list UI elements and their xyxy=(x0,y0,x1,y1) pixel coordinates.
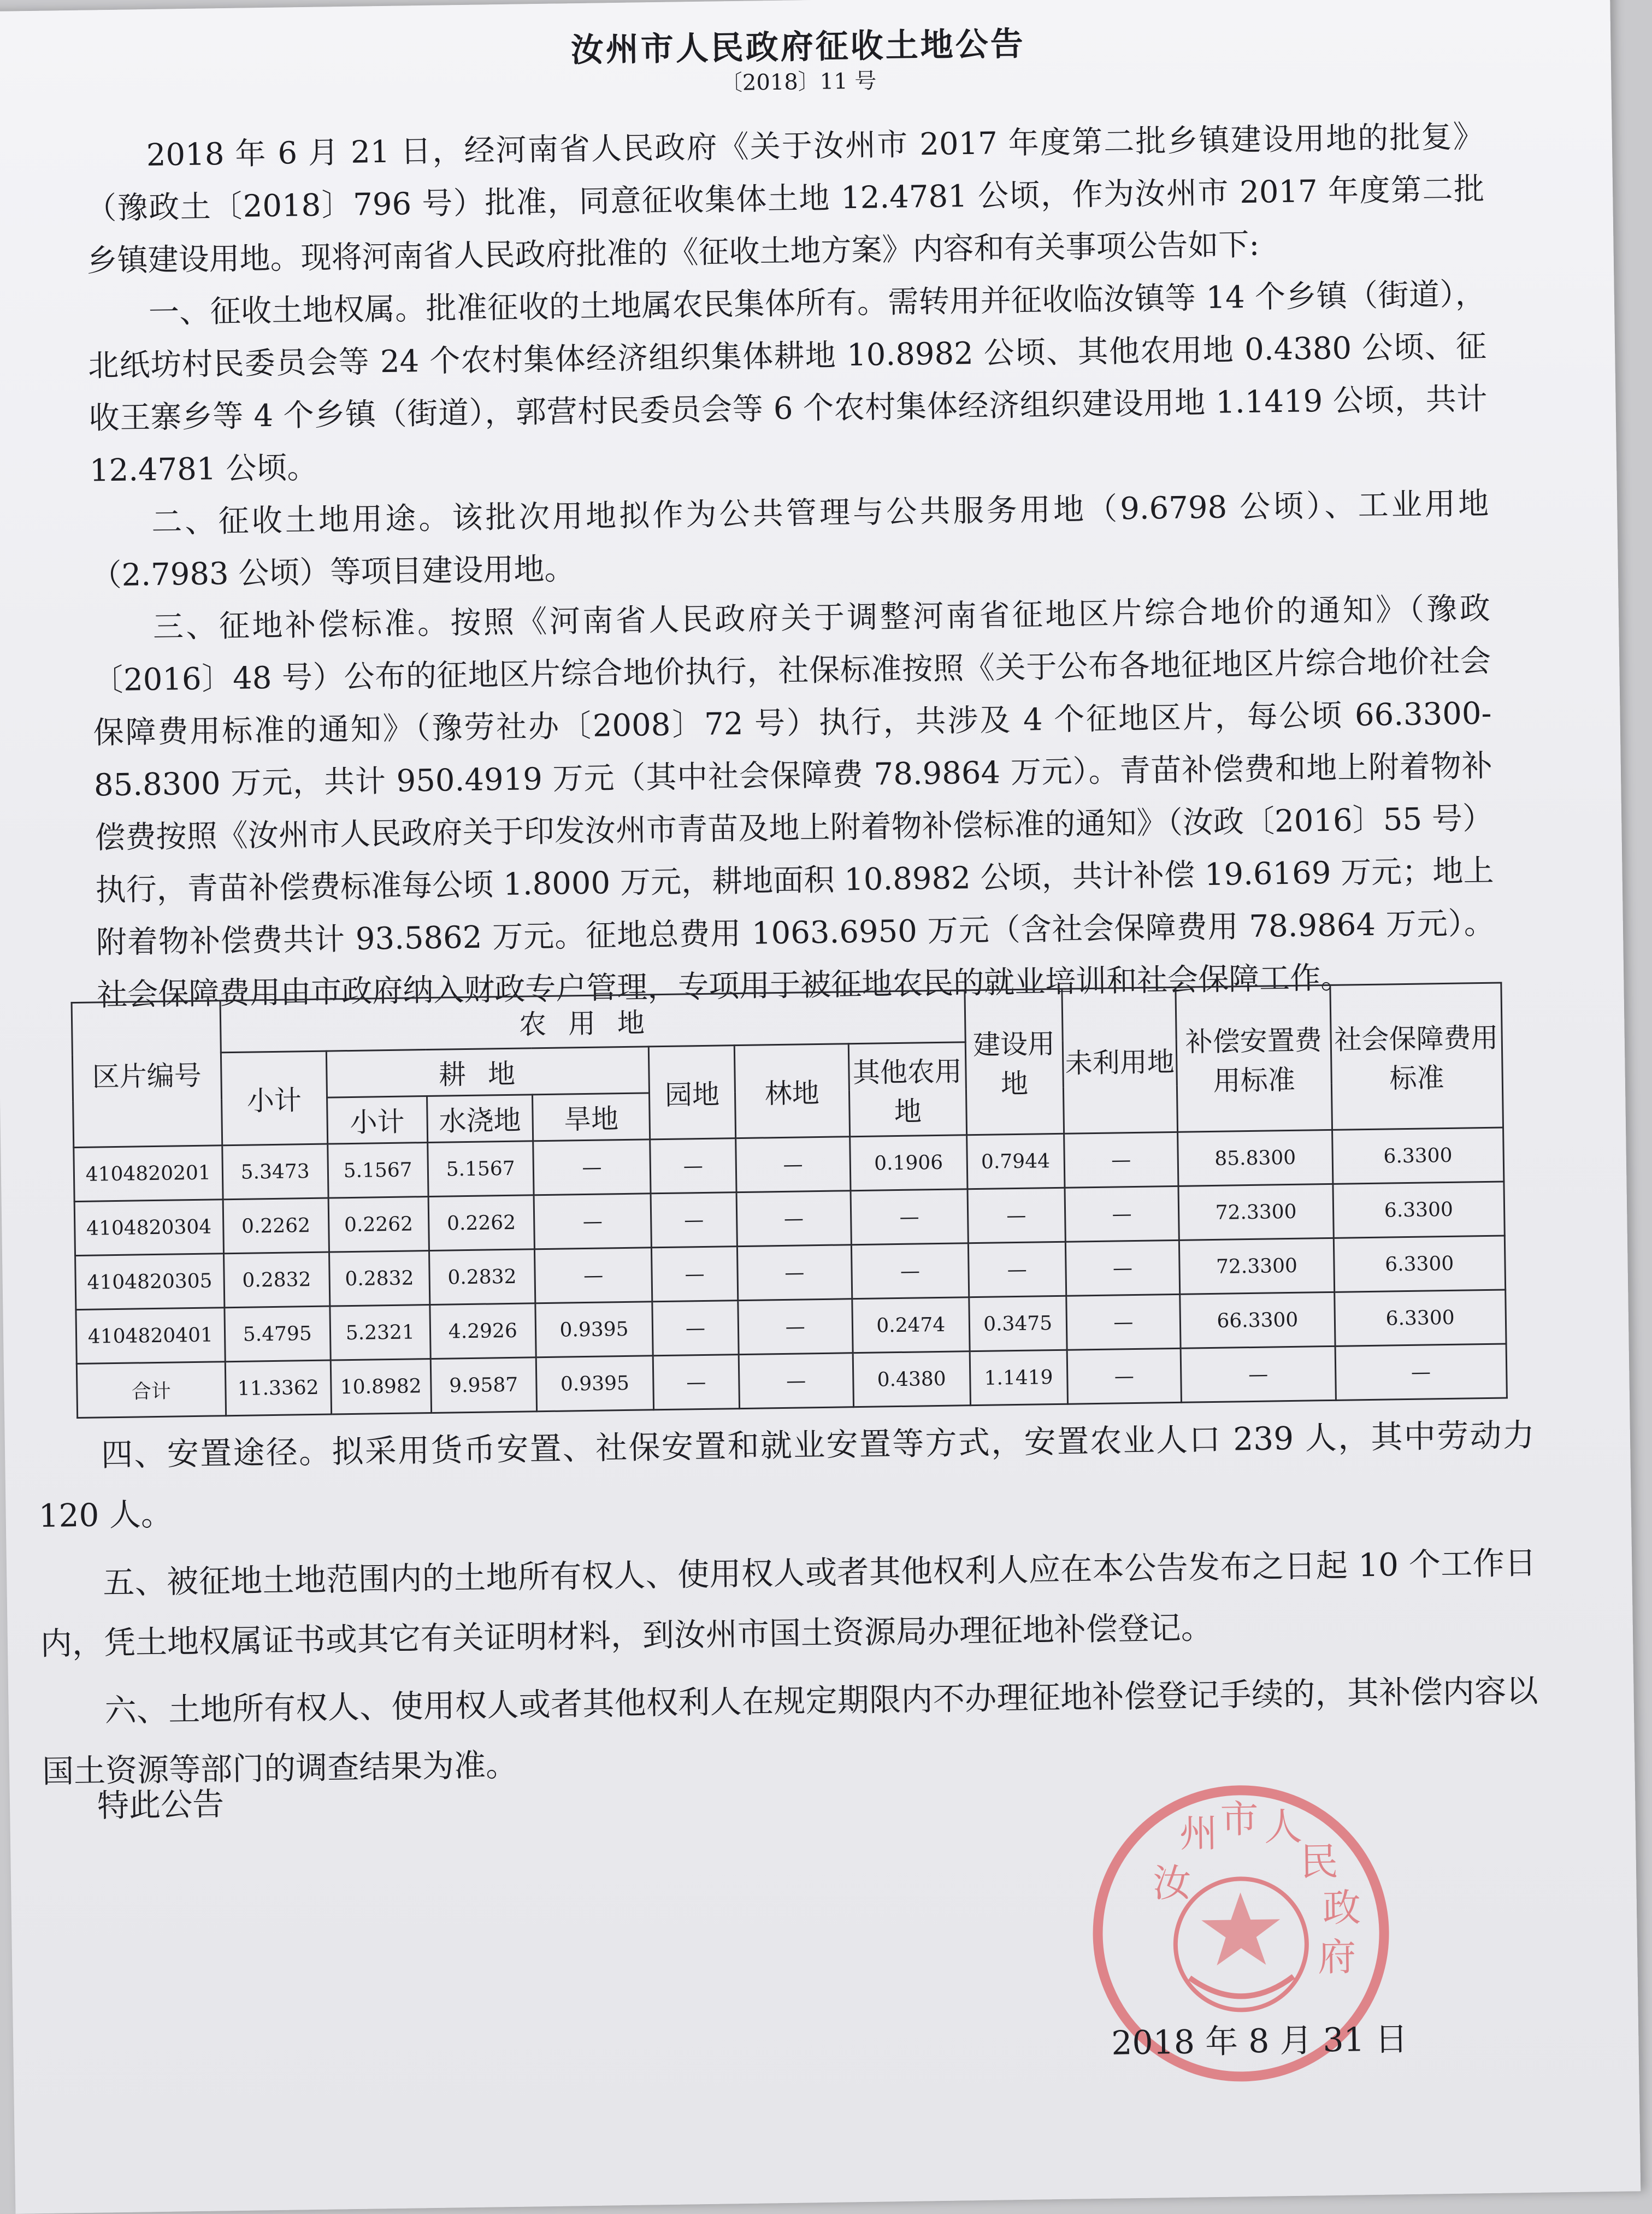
header-social-security-standard: 社会保障费用标准 xyxy=(1330,983,1503,1130)
table-cell: — xyxy=(739,1353,853,1409)
table-cell: 0.2832 xyxy=(329,1251,429,1307)
table-cell: — xyxy=(1181,1346,1336,1402)
paragraph-registration: 五、被征地土地范围内的土地所有权人、使用权人或者其他权利人应在本公告发布之日起 10 个工作日内，凭土地权属证书或其它有关证明材料，到汝州市国土资源局办理征地补偿登记。 xyxy=(40,1544,1537,1663)
svg-text:人: 人 xyxy=(1264,1804,1303,1850)
table-cell: 0.2832 xyxy=(429,1249,535,1305)
table-cell: 10.8982 xyxy=(331,1359,431,1414)
table-cell-zone-id: 4104820401 xyxy=(76,1308,225,1364)
closing-notice: 特此公告 xyxy=(97,1785,225,1825)
table-cell: — xyxy=(1064,1186,1179,1242)
header-garden-land: 园地 xyxy=(648,1046,735,1140)
table-cell: 5.1567 xyxy=(427,1141,534,1197)
table-cell: 72.3300 xyxy=(1179,1238,1334,1294)
table-cell: — xyxy=(1066,1294,1181,1350)
header-agricultural-land: 农用地 xyxy=(220,990,965,1053)
table-cell: 66.3300 xyxy=(1180,1292,1335,1348)
table-cell: — xyxy=(1064,1132,1178,1188)
table-cell-zone-id: 4104820305 xyxy=(75,1254,225,1310)
table-cell: — xyxy=(533,1140,651,1195)
table-cell: 6.3300 xyxy=(1334,1236,1506,1292)
paragraph-compensation: 三、征地补偿标准。按照《河南省人民政府关于调整河南省征地区片综合地价的通知》（豫政〔2016〕48 号）公布的征地区片综合地价执行，社保标准按照《关于公布各地征地区片综合地价社会保障费用标准的通知》（豫劳社办〔2008〕72 号）执行，共涉及 4 个征地区片，每公顷 66.3300-85.8300 万元，共计 950.4919 万元（其中社会保障费 78.9864 万元）。青苗补偿费和地上附着物补偿费按照《汝州市人民政府关于印发汝州市青苗及地上附着物补偿标准的通知》（汝政〔2016〕55 号）执行，青苗补偿费标准每公顷 1.8000 万元，耕地面积 10.8982 公顷，共计补偿 19.6169 万元；地上附着物补偿费共计 93.5862 万元。征地总费用 1063.6950 万元（含社会保障费用 78.9864 万元）。社会保障费用由市政府纳入财政专户管理，专项用于被征地农民的就业培训和社会保障工作。 xyxy=(92,591,1495,1013)
table-cell: 0.3475 xyxy=(969,1296,1067,1351)
table-cell: — xyxy=(735,1137,850,1192)
table-cell: 0.4380 xyxy=(853,1351,971,1407)
header-irrigated-land: 水浇地 xyxy=(427,1095,533,1143)
table-cell: 6.3300 xyxy=(1334,1290,1506,1346)
table-cell: — xyxy=(650,1138,736,1194)
table-cell: — xyxy=(534,1194,652,1249)
table-cell: — xyxy=(738,1299,853,1355)
document-date: 2018 年 8 月 31 日 xyxy=(1111,2020,1408,2063)
table-cell: 0.1906 xyxy=(849,1135,967,1191)
header-arable-land: 耕地 xyxy=(326,1047,649,1097)
paragraph-resettlement: 四、安置途径。拟采用货币安置、社保安置和就业安置等方式，安置农业人口 239 人，其中劳动力 120 人。 xyxy=(38,1416,1535,1535)
table-cell: 0.2474 xyxy=(852,1297,970,1353)
header-dry-land: 旱地 xyxy=(532,1093,650,1141)
table-cell: 5.2321 xyxy=(330,1304,430,1360)
table-cell: 5.1567 xyxy=(328,1143,428,1198)
table-cell: — xyxy=(534,1248,652,1303)
table-cell: — xyxy=(652,1247,738,1302)
svg-text:政: 政 xyxy=(1322,1885,1361,1931)
body-section-1 xyxy=(85,111,1496,1022)
header-zone-id: 区片编号 xyxy=(72,1001,222,1148)
header-agri-subtotal: 小计 xyxy=(221,1051,328,1146)
table-cell: 0.2262 xyxy=(328,1197,429,1253)
paragraph-deadline: 六、土地所有权人、使用权人或者其他权利人在规定期限内不办理征地补偿登记手续的，其补偿内容以国土资源等部门的调查结果为准。 xyxy=(42,1672,1538,1790)
table-cell: 6.3300 xyxy=(1332,1127,1504,1184)
table-cell: 0.2832 xyxy=(223,1252,330,1308)
table-cell: 0.2262 xyxy=(223,1198,329,1254)
table-cell-zone-id: 4104820201 xyxy=(74,1146,223,1202)
table-cell: — xyxy=(736,1191,851,1247)
table-cell: — xyxy=(653,1355,739,1410)
table-cell: 0.7944 xyxy=(967,1133,1065,1189)
table-cell: — xyxy=(968,1242,1066,1297)
svg-text:州: 州 xyxy=(1179,1810,1218,1856)
table-cell: 0.9395 xyxy=(536,1356,654,1412)
table-cell: — xyxy=(1065,1240,1180,1296)
table-cell: 9.9587 xyxy=(430,1357,537,1413)
table-cell: — xyxy=(737,1245,852,1301)
header-forest-land: 林地 xyxy=(734,1044,849,1138)
land-compensation-table xyxy=(71,982,1508,1419)
header-construction-land: 建设用地 xyxy=(965,989,1064,1135)
table-cell: 5.3473 xyxy=(222,1144,328,1200)
svg-text:民: 民 xyxy=(1300,1839,1339,1885)
table-cell: — xyxy=(967,1188,1065,1243)
table-cell: — xyxy=(1067,1348,1182,1404)
table-cell: — xyxy=(1335,1344,1507,1400)
table-cell: — xyxy=(652,1301,739,1356)
header-other-agri-land: 其他农用地 xyxy=(848,1042,967,1137)
table-cell: 72.3300 xyxy=(1178,1184,1333,1240)
table-cell: — xyxy=(851,1243,969,1299)
paragraph-land-ownership: 一、征收土地权属。批准征收的土地属农民集体所有。需转用并征收临汝镇等 14 个乡镇（街道），北纸坊村民委员会等 24 个农村集体经济组织集体耕地 10.8982 公顷、其他农用地 0.4380 公顷、征收王寨乡等 4 个乡镇（街道），郭营村民委员会等 6 个农村集体经济组织建设用地 1.1419 公顷，共计 12.4781 公顷。 xyxy=(87,276,1488,489)
table-cell-zone-id: 合计 xyxy=(76,1362,226,1418)
paragraph-land-use: 二、征收土地用途。该批次用地拟作为公共管理与公共服务用地（9.6798 公顷）、工业用地（2.7983 公顷）等项目建设用地。 xyxy=(91,486,1489,594)
table-cell: — xyxy=(851,1189,969,1245)
header-unused-land: 未利用地 xyxy=(1061,987,1178,1133)
document-title: 汝州市人民政府征收土地公告 xyxy=(570,25,1026,70)
table-cell: 11.3362 xyxy=(225,1360,332,1416)
table-body xyxy=(74,1127,1507,1418)
table-cell: 6.3300 xyxy=(1332,1182,1504,1238)
table-cell: 1.1419 xyxy=(970,1350,1067,1405)
table-cell-zone-id: 4104820304 xyxy=(74,1200,223,1256)
table-cell: 85.8300 xyxy=(1178,1130,1332,1186)
document-number: 〔2018〕11 号 xyxy=(720,68,877,96)
table-cell: 4.2926 xyxy=(430,1303,536,1359)
header-arable-subtotal: 小计 xyxy=(327,1096,427,1144)
paragraph-intro: 2018 年 6 月 21 日，经河南省人民政府《关于汝州市 2017 年度第二批乡镇建设用地的批复》（豫政土〔2018〕796 号）批准，同意征收集体土地 12.4781 公顷，作为汝州市 2017 年度第二批乡镇建设用地。现将河南省人民政府批准的《征收土地方案》内容和有关事项公告如下: xyxy=(85,119,1485,279)
body-section-2 xyxy=(37,1405,1539,1809)
svg-text:市: 市 xyxy=(1220,1796,1259,1842)
table-cell: 0.9395 xyxy=(535,1302,653,1357)
table-cell: 5.4795 xyxy=(225,1306,331,1362)
table-cell: — xyxy=(651,1192,737,1248)
table-cell: 0.2262 xyxy=(428,1195,535,1251)
svg-text:府: 府 xyxy=(1317,1934,1356,1980)
svg-text:汝: 汝 xyxy=(1152,1860,1191,1906)
header-compensation-standard: 补偿安置费用标准 xyxy=(1176,985,1332,1132)
